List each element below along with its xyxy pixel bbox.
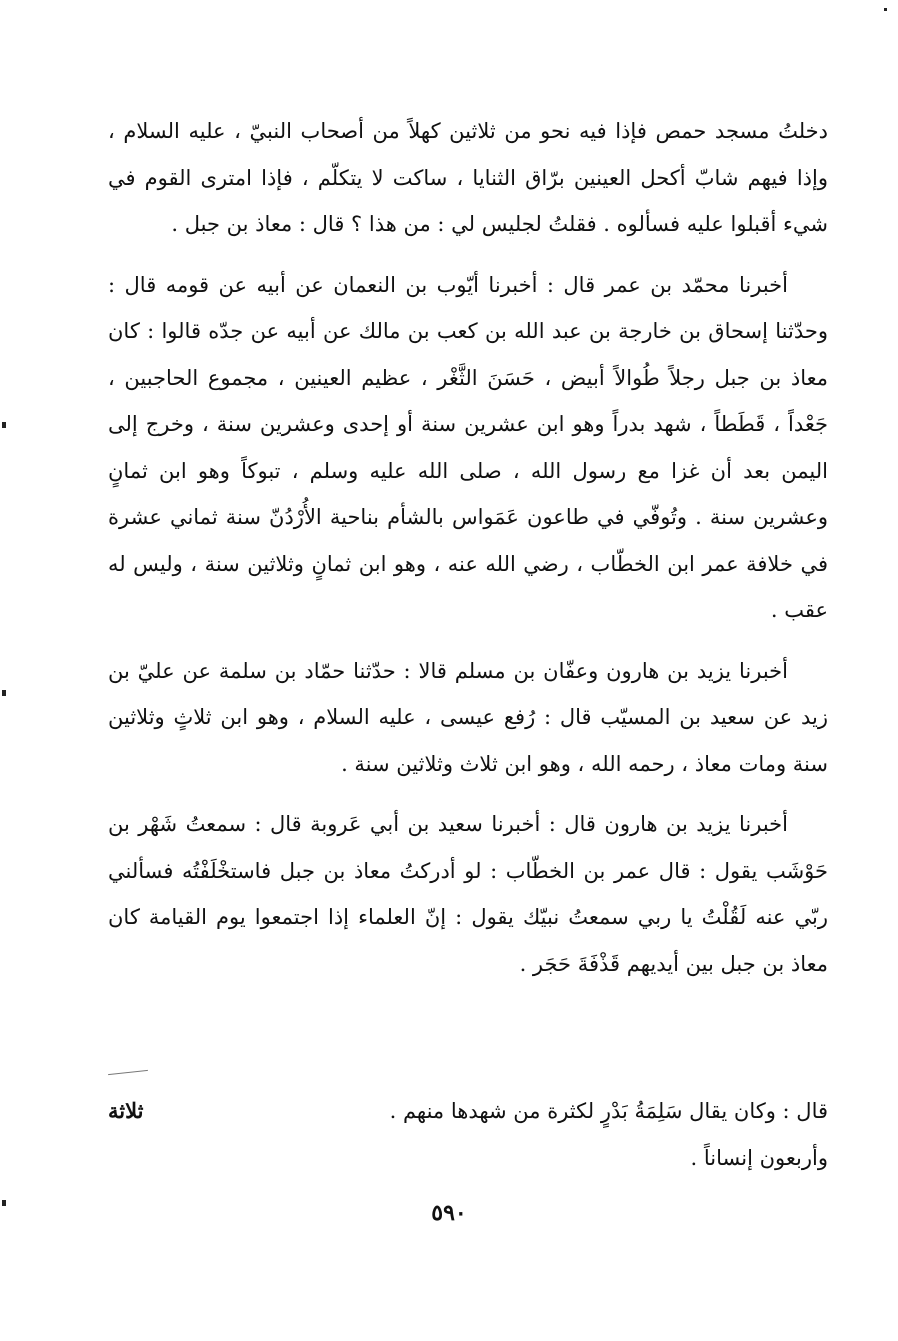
scan-mark (2, 1200, 6, 1206)
scan-mark (2, 690, 6, 696)
paragraph-5-side-word: ثلاثة (108, 1098, 144, 1123)
page-number: ٥٩٠ (431, 1200, 467, 1226)
scan-mark (2, 422, 6, 428)
paragraph-5-main-text: قال : وكان يقال سَلِمَةُ بَدْرٍ لكثرة من شهدها منهم . (389, 1099, 828, 1123)
stray-line (108, 1070, 148, 1075)
paragraph-3: أخبرنا يزيد بن هارون وعفّان بن مسلم قالا : حدّثنا حمّاد بن سلمة عن عليّ بن زيد عن سعيد بن المسيّب قال : رُفع عيسى ، عليه السلام ، وهو ابن ثلاثٍ وثلاثين سنة ومات معاذ ، رحمه الله ، وهو ابن ثلاث وثلاثين سنة . (108, 658, 828, 776)
paragraph-2: أخبرنا محمّد بن عمر قال : أخبرنا أيّوب بن النعمان عن أبيه عن قومه قال : وحدّثنا إسحاق بن خارجة بن عبد الله بن كعب بن مالك عن أبيه عن جدّه قالوا : كان معاذ بن جبل رجلاً طُوالاً أبيض ، حَسَنَ الثَّغْر ، عظيم العينين ، مجموع الحاجبين ، جَعْداً ، قَطَطاً ، شهد بدراً وهو ابن عشرين سنة أو إحدى وعشرين سنة ، وخرج إلى اليمن بعد أن غزا مع رسول الله ، صلى الله عليه وسلم ، تبوكاً وهو ابن ثمانٍ وعشرين سنة . وتُوفّي في طاعون عَمَواس بالشأم بناحية الأُرْدُنّ سنة ثماني عشرة في خلافة عمر ابن الخطّاب ، رضي الله عنه ، وهو ابن ثمانٍ وثلاثين سنة ، وليس له عقب . (108, 272, 828, 622)
scan-mark (884, 8, 887, 11)
body-text (108, 108, 828, 1001)
paragraph-5-line-2: وأربعون إنساناً . (690, 1145, 828, 1170)
paragraph-4: أخبرنا يزيد بن هارون قال : أخبرنا سعيد بن أبي عَروبة قال : سمعتُ شَهْر بن حَوْشَب يقول : قال عمر بن الخطّاب : لو أدركتُ معاذ بن جبل فاستخْلَفْتُه فسألني ربّي عنه لَقُلْتُ يا ربي سمعتُ نبيّك يقول : إنّ العلماء إذا اجتمعوا يوم القيامة كان معاذ بن جبل بين أيديهم قَذْفَةَ حَجَر . (108, 812, 828, 976)
paragraph-5 (108, 1088, 828, 1181)
paragraph-5-line-1 (108, 1088, 828, 1135)
paragraph-1: دخلتُ مسجد حمص فإذا فيه نحو من ثلاثين كهلاً من أصحاب النبيّ ، عليه السلام ، وإذا فيهم شابّ أكحل العينين برّاق الثنايا ، ساكت لا يتكلّم ، فإذا امترى القوم في شيء أقبلوا عليه فسألوه . فقلتُ لجليس لي : من هذا ؟ قال : معاذ بن جبل . (108, 119, 828, 236)
